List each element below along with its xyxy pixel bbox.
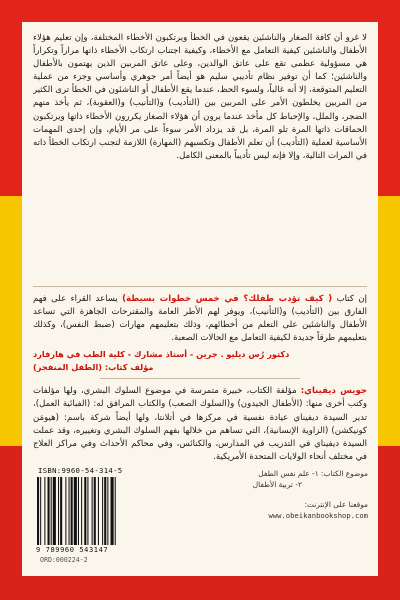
- separator-line: [33, 286, 367, 287]
- book-lead: إن كتاب: [336, 294, 368, 304]
- barcode-bar: [84, 477, 86, 545]
- author-bio: مؤلفة الكتاب، خبيرة متمرسة في موضوع السلوك البشري، ولها مؤلفات وكتب أخرى منها: (الأطفال الجيدون) و(السلوك الصعب) والكتاب المرافق له: (الفبائية العمل)، تدير السيدة ديفيناي عيادة نفسية في مركزها في أتلانتا، ولها أيضاً شركة باسم: (هيومَن كونيكشن) (الزاوية الإنسانية)، التي تساهم من خلالها بفهم السلوك البشري وتغييره، وقد عملت السيدة ديفيناي في التدريب في المدارس، والكنائس، وفي محاكم الأحداث وفي مراكز العلاج في مختلف أنحاء الولايات المتحدة الأمريكية.: [33, 386, 367, 462]
- book-title: ( كيف تؤدب طفلك؟ في خمس خطوات بسيطة): [122, 294, 333, 304]
- website-link[interactable]: www.obeikanbookshop.com: [268, 511, 368, 520]
- footer: [22, 456, 378, 576]
- barcode-bar: [58, 477, 59, 545]
- isbn-label: ISBN:9960-54-314-5: [38, 466, 123, 475]
- subject-line-1: موضوع الكتاب: ١- علم نفس الطفل: [258, 469, 368, 478]
- barcode-bar: [81, 477, 82, 545]
- barcode-bar: [94, 477, 96, 545]
- separator-line-short: [100, 378, 300, 379]
- endorsement-signature: [33, 348, 367, 374]
- footer-info: [158, 468, 368, 520]
- barcode-bar: [92, 477, 93, 545]
- isbn-block: [34, 466, 144, 564]
- barcode-bar: [69, 477, 70, 545]
- barcode-bar: [40, 477, 41, 545]
- barcode-bar: [37, 477, 39, 545]
- endorser-book-line: مؤلف كتاب: (الطفل المنفجر): [33, 362, 154, 373]
- barcode-number: 9 789960 543147: [36, 546, 109, 554]
- intro-paragraph: لا غرو أن كافة الصغار والناشئين يقعون في الخطأ ويرتكبون الأخطاء المختلفة، وإن تعليم هؤلاء الأطفال والناشئين كيفية التعامل مع الأخطاء، وكيفية اجتناب ارتكاب الأخطاء ذاتها مراراً وتكراراً هي مسؤولية عظمى تقع على عاتق الوالدين، وعلى عاتق المربين الذين يهتمون بالأطفال والناشئين؛ كما أن توفير نظام تأديبي سليم هو أيضاً أمر جوهري وأساسي وجزء من عملية التعليم المتوقعة، إلا أنه غالباً، ولسوء الحظ، عندما يقع الأطفال أو الناشئون في الخطأ ترى الكثير من المربين يخلطون الأمر على المربين بين (التأديب) و(التأنيب) و(العقوبة)، ثم يأخذ منهم الضجر، والملل، والإحباط كل مأخذ عندما يرون أن هؤلاء الصغار يكررون الأخطاء ذاتها ويرتكبون الحماقات ذاتها المرة تلو المرة، بل قد يزداد الأمر سوءاً على مر الأيام، وإن إحدى المهمات الأساسية لعملية (التأديب) أن تعلم الأطفال وتكسبهم (المهارة) اللازمة لتجنب ارتكاب الخطأ ذاته في المرات التالية، وإلا فإنه ليس تأديباً بالمعنى الكامل.: [33, 33, 367, 161]
- barcode-bar: [102, 477, 103, 545]
- order-code: ORD:000224-2: [40, 556, 88, 564]
- author-paragraph: [33, 385, 367, 464]
- barcode-bar: [107, 477, 108, 545]
- barcode-bar: [78, 477, 79, 545]
- barcode-bar: [53, 477, 56, 545]
- barcode-bar: [51, 477, 52, 545]
- barcode-bar: [74, 477, 77, 545]
- barcode-bar: [48, 477, 50, 545]
- barcode-bar: [98, 477, 99, 545]
- subject-line-2: ٢- تربية الأطفال: [252, 480, 302, 489]
- barcode-bar: [115, 477, 116, 545]
- barcode-bar: [71, 477, 73, 545]
- back-cover-panel: [22, 22, 378, 576]
- book-description: يساعد القراء على فهم الفارق بين (التأديب) و(التأنيب)، ويوفر لهم الأطر العامة والمقترحات الجاهزة التي تساعد الأطفال والناشئين على التعلم من أخطائهم، وذلك بتعليمهم مهارات (ضبط النفس)، وكذلك بتعليمهم طرقاً جديدة لكيفية التعامل مع الحالات الصعبة.: [33, 294, 367, 344]
- online-label: موقعنا على الإنترنت:: [304, 500, 368, 509]
- book-paragraph: [33, 293, 367, 345]
- author-name: جويس ديفيناي:: [300, 386, 367, 397]
- barcode-bar: [87, 477, 88, 545]
- barcode-bar: [104, 477, 106, 545]
- endorser-line: دكتور رُس ديليو . جرين - أستاذ مشارك - كلية الطب في هارفارد: [33, 349, 290, 360]
- barcode-bar: [60, 477, 62, 545]
- barcode-image: [34, 477, 142, 545]
- barcode-bar: [44, 477, 45, 545]
- barcode-bar: [65, 477, 66, 545]
- barcode-bar: [111, 477, 114, 545]
- subject-info: [158, 468, 368, 490]
